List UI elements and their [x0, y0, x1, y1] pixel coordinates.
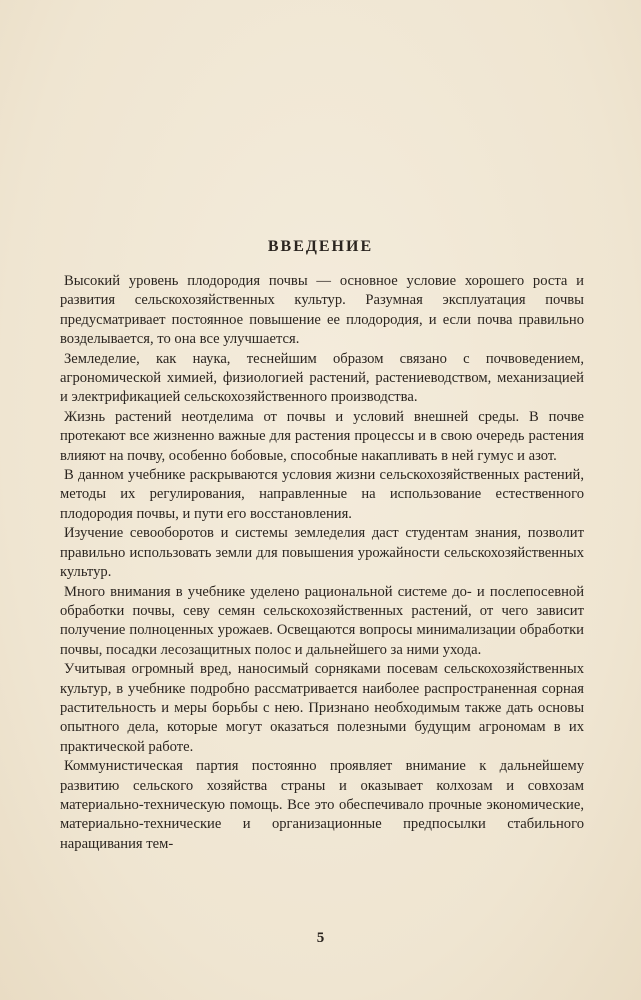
paragraph: Учитывая огромный вред, наносимый сорняками посевам сельскохозяйственных культур, в учебнике подробно рассматривается наиболее распространенная сорная растительность и меры борьбы с нею. Признано необходимым также дать основы опытного дела, которые могут оказаться полезными будущим агрономам в их практической работе. — [60, 661, 584, 755]
paragraph: Жизнь растений неотделима от почвы и условий внешней среды. В почве протекают все жизненно важные для растения процессы и в свою очередь растения влияют на почву, особенно бобовые, способные накапливать в ней гумус и азот. — [60, 408, 584, 464]
chapter-heading: ВВЕДЕНИЕ — [267, 238, 374, 255]
paragraph: В данном учебнике раскрываются условия жизни сельскохозяйственных растений, методы их регулирования, направленные на использование естественного плодородия почвы, и пути его восстановления. — [60, 467, 584, 522]
paragraph: Изучение севооборотов и системы земледелия даст студентам знания, позволит правильно использовать земли для повышения урожайности сельскохозяйственных культур. — [60, 525, 584, 581]
paragraph: Высокий уровень плодородия почвы — основное условие хорошего роста и развития сельскохозяйственных культур. Разумная эксплуатация почвы предусматривает постоянное повышение ее плодородия, и если почва правильно возделывается, то она все улучшается. — [60, 273, 584, 348]
paragraph: Много внимания в учебнике уделено рациональной системе до- и послепосевной обработки почвы, севу семян сельскохозяйственных растений, от чего зависит получение полноценных урожаев. Освещаются вопросы минимализации обработки почвы, посадки лесозащитных полос и дальнейшего за ними ухода. — [60, 583, 584, 658]
paragraph: Коммунистическая партия постоянно проявляет внимание к дальнейшему развитию сельского хозяйства страны и оказывает колхозам и совхозам материально-техническую помощь. Все это обеспечивало прочные экономические, материально-технические и организационные предпосылки стабильного наращивания тем- — [60, 758, 584, 852]
paragraph: Земледелие, как наука, теснейшим образом связано с почвоведением, агрономической химией, физиологией растений, растениеводством, механизацией и электрификацией сельскохозяйственного производства. — [60, 350, 584, 406]
body-text — [60, 272, 584, 854]
page-number: 5 — [316, 930, 325, 946]
